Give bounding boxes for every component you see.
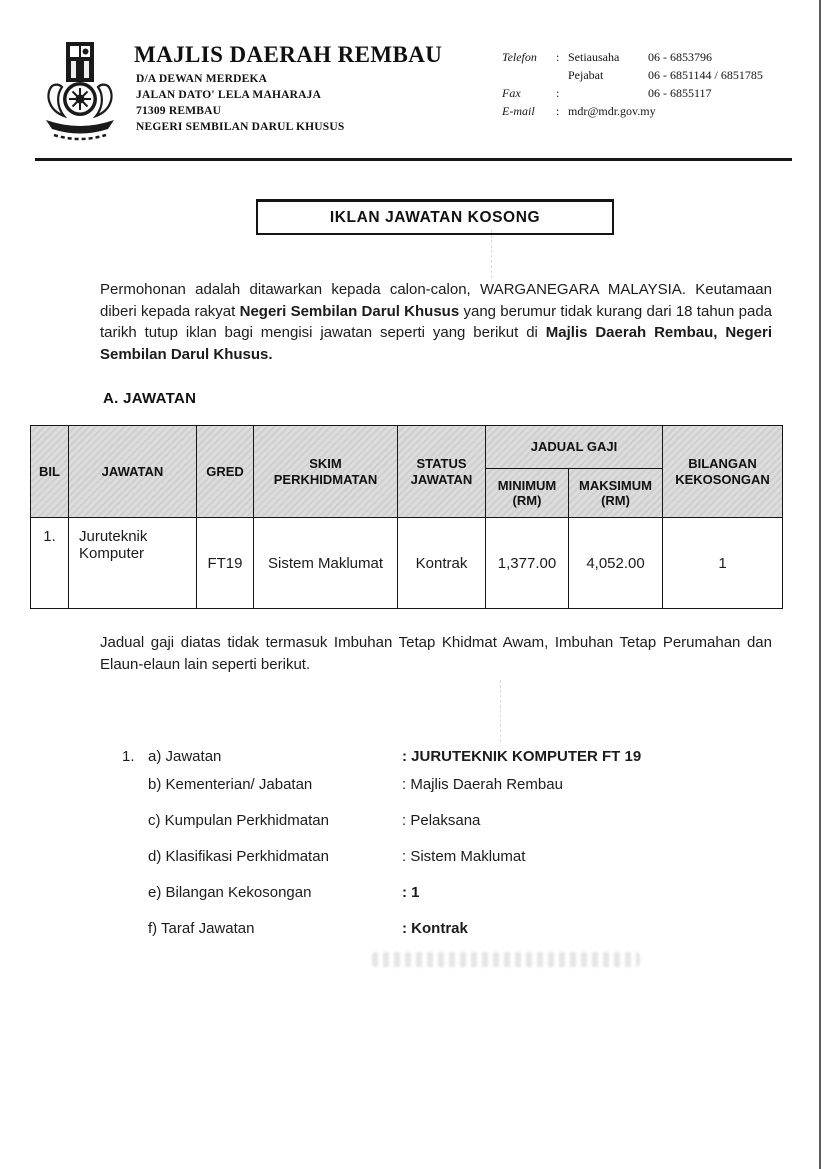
list-item xyxy=(122,848,722,884)
cell-bilangan: 1 xyxy=(663,518,783,609)
title-banner xyxy=(256,199,614,235)
scan-artifact xyxy=(500,680,501,742)
intro-text: yang berumur tidak kurang dari 18 tahun pada tarikh tutup iklan bagi mengisi jawatan seperti yang berikut di xyxy=(100,302,772,341)
email-label: E-mail xyxy=(502,104,535,118)
fax-number: 06 - 6855117 xyxy=(648,86,712,100)
salary-note: Jadual gaji diatas tidak termasuk Imbuhan Tetap Khidmat Awam, Imbuhan Tetap Perumahan dan Elaun-elaun lain seperti berikut. xyxy=(100,634,772,673)
council-crest-logo xyxy=(42,40,118,144)
detail-label: e) Bilangan Kekosongan xyxy=(148,884,312,901)
col-header-bil: BIL xyxy=(31,426,69,518)
fax-label: Fax xyxy=(502,86,521,100)
col-header-bilangan: BILANGAN KEKOSONGAN xyxy=(663,426,783,518)
detail-value: : JURUTEKNIK KOMPUTER FT 19 xyxy=(402,748,642,765)
list-number: 1. xyxy=(122,748,135,765)
title-banner-text: IKLAN JAWATAN KOSONG xyxy=(329,208,541,226)
detail-label: f) Taraf Jawatan xyxy=(148,920,255,937)
detail-value: : Kontrak xyxy=(402,920,468,937)
list-item xyxy=(122,920,722,956)
col-header-status: STATUS JAWATAN xyxy=(398,426,486,518)
table-row xyxy=(31,518,783,609)
letterhead-divider xyxy=(35,158,792,161)
email-value: mdr@mdr.gov.my xyxy=(568,104,656,118)
colon: : xyxy=(556,104,560,118)
detail-value: : 1 xyxy=(402,884,420,901)
crest-icon xyxy=(42,40,118,144)
cell-maksimum: 4,052.00 xyxy=(569,518,663,609)
cell-status: Kontrak xyxy=(398,518,486,609)
col-header-jadual-gaji: JADUAL GAJI xyxy=(486,426,663,469)
job-details-list xyxy=(122,740,722,956)
intro-bold-2: Majlis Daerah Rembau, Negeri Sembilan Darul Khusus. xyxy=(100,324,773,363)
section-a-heading: A. JAWATAN xyxy=(103,390,197,407)
org-address xyxy=(136,71,345,135)
scan-edge-line xyxy=(819,0,821,1169)
scan-artifact xyxy=(491,230,492,278)
detail-value: : Pelaksana xyxy=(402,812,481,829)
address-line: D/A DEWAN MERDEKA xyxy=(136,73,268,85)
cell-jawatan: Juruteknik Komputer xyxy=(69,518,197,609)
cell-gred: FT19 xyxy=(197,518,254,609)
address-line: 71309 REMBAU xyxy=(136,105,222,117)
col-header-gred: GRED xyxy=(197,426,254,518)
detail-value: : Sistem Maklumat xyxy=(402,848,526,865)
col-header-jawatan: JAWATAN xyxy=(69,426,197,518)
scan-artifact xyxy=(372,952,640,967)
list-item xyxy=(122,812,722,848)
detail-value: : Majlis Daerah Rembau xyxy=(402,776,563,793)
intro-paragraph xyxy=(100,279,772,365)
detail-label: b) Kementerian/ Jabatan xyxy=(148,776,313,793)
cell-bil: 1. xyxy=(31,518,69,609)
col-header-skim: SKIM PERKHIDMATAN xyxy=(254,426,398,518)
address-line: JALAN DATO' LELA MAHARAJA xyxy=(136,89,322,101)
intro-text: Permohonan adalah ditawarkan kepada calon-calon, WARGANEGARA MALAYSIA. Keutamaan diberi kepada rakyat xyxy=(100,281,772,320)
detail-label: a) Jawatan xyxy=(148,748,222,765)
cell-skim: Sistem Maklumat xyxy=(254,518,398,609)
intro-bold-1: Negeri Sembilan Darul Khusus xyxy=(239,302,460,320)
telefon-number-2: 06 - 6851144 / 6851785 xyxy=(648,68,763,82)
list-item xyxy=(122,776,722,812)
list-item xyxy=(122,884,722,920)
cell-minimum: 1,377.00 xyxy=(486,518,569,609)
address-line: NEGERI SEMBILAN DARUL KHUSUS xyxy=(136,121,345,133)
telefon-name-2: Pejabat xyxy=(568,68,604,82)
telefon-label: Telefon xyxy=(502,50,537,64)
telefon-number-1: 06 - 6853796 xyxy=(648,50,712,64)
detail-label: d) Klasifikasi Perkhidmatan xyxy=(148,848,329,865)
vacancy-table xyxy=(30,425,783,609)
detail-label: c) Kumpulan Perkhidmatan xyxy=(148,812,329,829)
col-header-maksimum: MAKSIMUM (RM) xyxy=(569,469,663,518)
colon: : xyxy=(556,86,560,100)
colon: : xyxy=(556,50,560,64)
col-header-minimum: MINIMUM (RM) xyxy=(486,469,569,518)
org-name: MAJLIS DAERAH REMBAU xyxy=(134,42,443,67)
telefon-name-1: Setiausaha xyxy=(568,50,620,64)
